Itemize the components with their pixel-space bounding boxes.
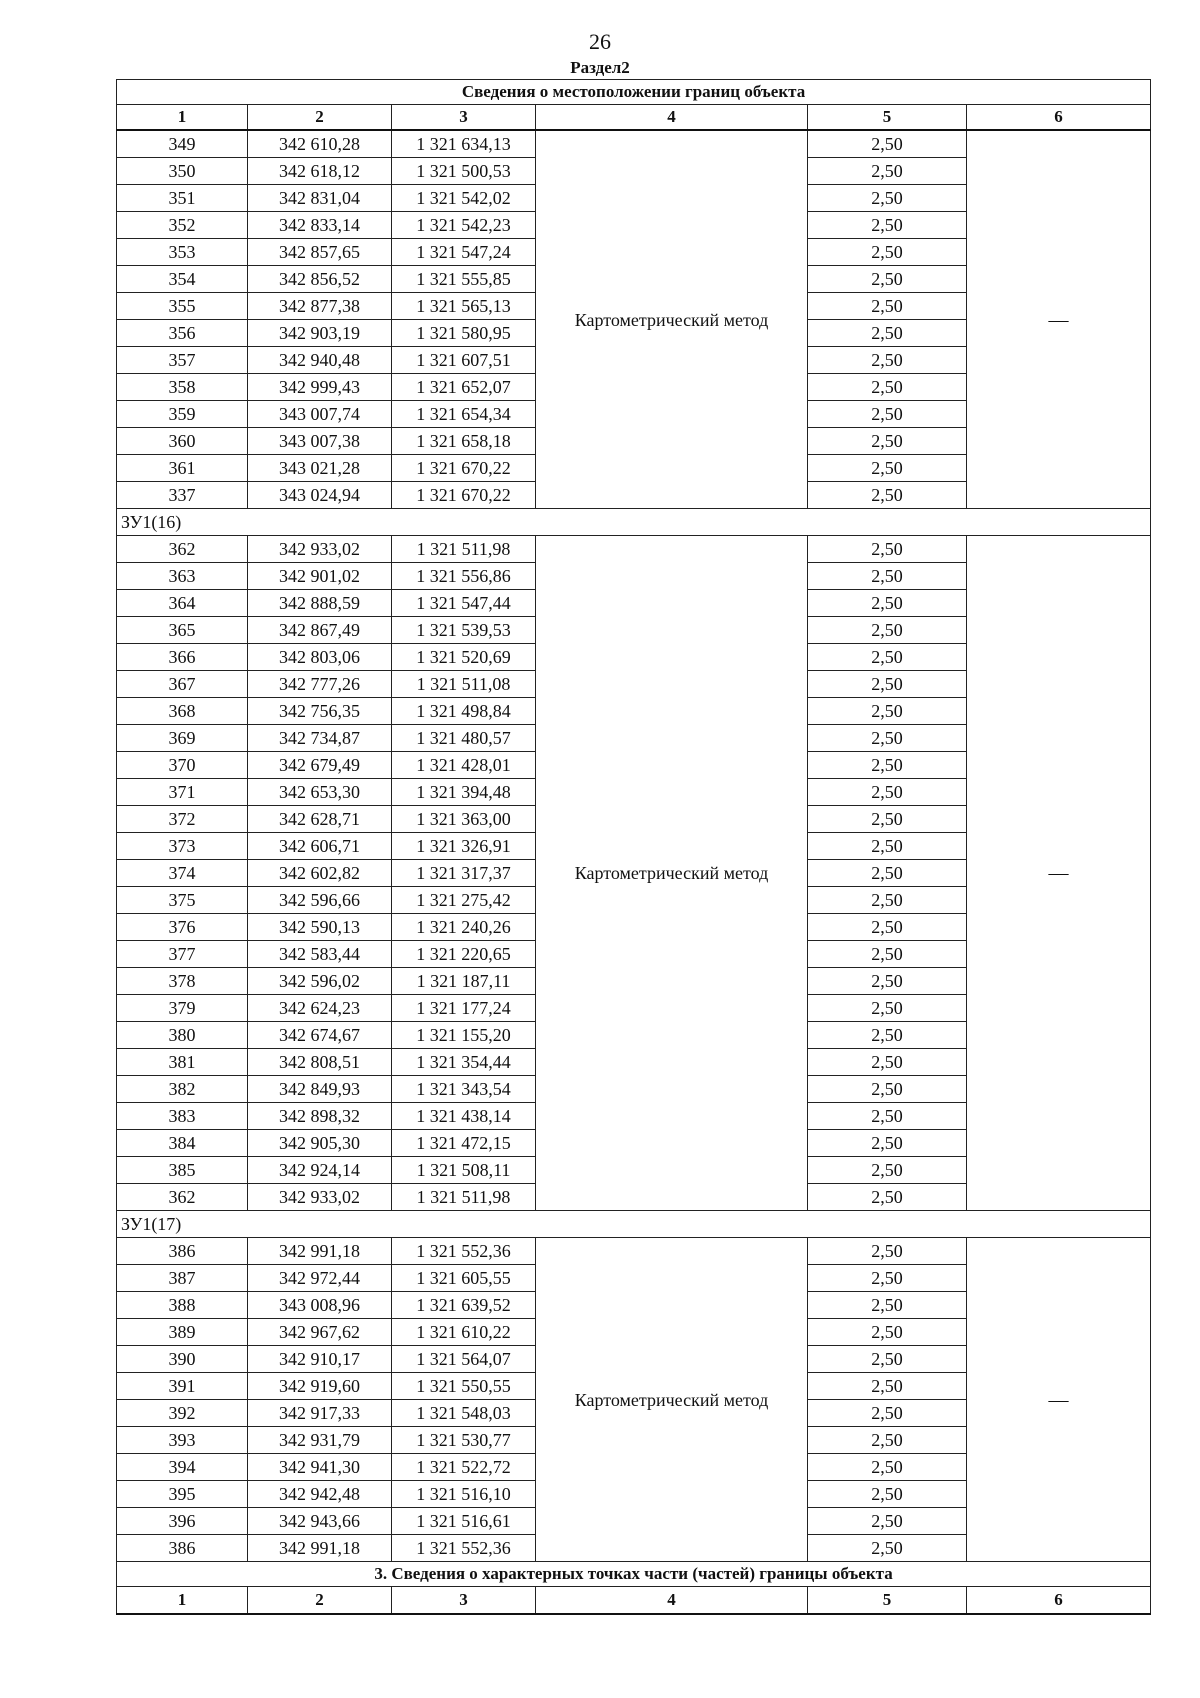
x-coordinate-cell: 342 919,60 [248,1373,392,1400]
accuracy-cell: 2,50 [808,1292,967,1319]
x-coordinate-cell: 342 583,44 [248,941,392,968]
point-number-cell: 355 [117,293,248,320]
point-number-cell: 360 [117,428,248,455]
accuracy-cell: 2,50 [808,617,967,644]
accuracy-cell: 2,50 [808,914,967,941]
x-coordinate-cell: 342 999,43 [248,374,392,401]
point-number-cell: 386 [117,1535,248,1562]
point-number-cell: 357 [117,347,248,374]
group-label: ЗУ1(17) [117,1211,1151,1238]
x-coordinate-cell: 342 606,71 [248,833,392,860]
y-coordinate-cell: 1 321 552,36 [392,1535,536,1562]
y-coordinate-cell: 1 321 500,53 [392,158,536,185]
x-coordinate-cell: 343 007,74 [248,401,392,428]
point-number-cell: 358 [117,374,248,401]
y-coordinate-cell: 1 321 428,01 [392,752,536,779]
x-coordinate-cell: 342 856,52 [248,266,392,293]
point-number-cell: 369 [117,725,248,752]
y-coordinate-cell: 1 321 498,84 [392,698,536,725]
point-number-cell: 393 [117,1427,248,1454]
x-coordinate-cell: 342 849,93 [248,1076,392,1103]
accuracy-cell: 2,50 [808,887,967,914]
y-coordinate-cell: 1 321 547,24 [392,239,536,266]
column-header: 5 [808,105,967,131]
point-number-cell: 382 [117,1076,248,1103]
accuracy-cell: 2,50 [808,1022,967,1049]
accuracy-cell: 2,50 [808,779,967,806]
x-coordinate-cell: 342 898,32 [248,1103,392,1130]
point-number-cell: 352 [117,212,248,239]
accuracy-cell: 2,50 [808,725,967,752]
point-number-cell: 376 [117,914,248,941]
accuracy-cell: 2,50 [808,455,967,482]
point-number-cell: 396 [117,1508,248,1535]
y-coordinate-cell: 1 321 565,13 [392,293,536,320]
point-number-cell: 363 [117,563,248,590]
x-coordinate-cell: 342 888,59 [248,590,392,617]
group-label-row [117,509,1151,536]
point-number-cell: 380 [117,1022,248,1049]
column-header: 3 [392,1587,536,1615]
x-coordinate-cell: 342 624,23 [248,995,392,1022]
point-number-cell: 359 [117,401,248,428]
table-caption-row [117,80,1151,105]
accuracy-cell: 2,50 [808,644,967,671]
accuracy-cell: 2,50 [808,1265,967,1292]
y-coordinate-cell: 1 321 516,10 [392,1481,536,1508]
accuracy-cell: 2,50 [808,1454,967,1481]
y-coordinate-cell: 1 321 530,77 [392,1427,536,1454]
y-coordinate-cell: 1 321 564,07 [392,1346,536,1373]
accuracy-cell: 2,50 [808,860,967,887]
accuracy-cell: 2,50 [808,590,967,617]
y-coordinate-cell: 1 321 155,20 [392,1022,536,1049]
y-coordinate-cell: 1 321 363,00 [392,806,536,833]
x-coordinate-cell: 342 808,51 [248,1049,392,1076]
point-number-cell: 389 [117,1319,248,1346]
y-coordinate-cell: 1 321 522,72 [392,1454,536,1481]
accuracy-cell: 2,50 [808,158,967,185]
x-coordinate-cell: 343 021,28 [248,455,392,482]
x-coordinate-cell: 342 933,02 [248,536,392,563]
x-coordinate-cell: 343 024,94 [248,482,392,509]
point-number-cell: 361 [117,455,248,482]
x-coordinate-cell: 342 596,66 [248,887,392,914]
accuracy-cell: 2,50 [808,1049,967,1076]
x-coordinate-cell: 342 903,19 [248,320,392,347]
y-coordinate-cell: 1 321 605,55 [392,1265,536,1292]
y-coordinate-cell: 1 321 275,42 [392,887,536,914]
x-coordinate-cell: 342 991,18 [248,1535,392,1562]
y-coordinate-cell: 1 321 556,86 [392,563,536,590]
accuracy-cell: 2,50 [808,833,967,860]
y-coordinate-cell: 1 321 610,22 [392,1319,536,1346]
x-coordinate-cell: 342 943,66 [248,1508,392,1535]
accuracy-cell: 2,50 [808,293,967,320]
y-coordinate-cell: 1 321 508,11 [392,1157,536,1184]
point-number-cell: 372 [117,806,248,833]
table-row [117,536,1151,563]
y-coordinate-cell: 1 321 658,18 [392,428,536,455]
accuracy-cell: 2,50 [808,1481,967,1508]
x-coordinate-cell: 342 972,44 [248,1265,392,1292]
x-coordinate-cell: 342 590,13 [248,914,392,941]
point-number-cell: 387 [117,1265,248,1292]
accuracy-cell: 2,50 [808,1427,967,1454]
point-number-cell: 337 [117,482,248,509]
accuracy-cell: 2,50 [808,995,967,1022]
x-coordinate-cell: 342 867,49 [248,617,392,644]
page-number: 26 [589,29,611,54]
column-header-row [117,105,1151,131]
x-coordinate-cell: 342 628,71 [248,806,392,833]
x-coordinate-cell: 342 901,02 [248,563,392,590]
section3-caption: 3. Сведения о характерных точках части (частей) границы объекта [117,1562,1151,1587]
accuracy-cell: 2,50 [808,482,967,509]
note-cell: — [967,1238,1151,1562]
accuracy-cell: 2,50 [808,752,967,779]
accuracy-cell: 2,50 [808,130,967,158]
y-coordinate-cell: 1 321 542,23 [392,212,536,239]
point-number-cell: 373 [117,833,248,860]
column-header: 2 [248,105,392,131]
method-cell: Картометрический метод [536,536,808,1211]
y-coordinate-cell: 1 321 548,03 [392,1400,536,1427]
x-coordinate-cell: 342 857,65 [248,239,392,266]
accuracy-cell: 2,50 [808,1508,967,1535]
column-header: 6 [967,105,1151,131]
x-coordinate-cell: 342 910,17 [248,1346,392,1373]
y-coordinate-cell: 1 321 511,98 [392,1184,536,1211]
y-coordinate-cell: 1 321 639,52 [392,1292,536,1319]
column-header: 5 [808,1587,967,1615]
accuracy-cell: 2,50 [808,1319,967,1346]
point-number-cell: 350 [117,158,248,185]
accuracy-cell: 2,50 [808,563,967,590]
section3-caption-row [117,1562,1151,1587]
y-coordinate-cell: 1 321 317,37 [392,860,536,887]
point-number-cell: 375 [117,887,248,914]
column-header: 4 [536,105,808,131]
accuracy-cell: 2,50 [808,1238,967,1265]
group-label-row [117,1211,1151,1238]
accuracy-cell: 2,50 [808,806,967,833]
accuracy-cell: 2,50 [808,698,967,725]
accuracy-cell: 2,50 [808,212,967,239]
x-coordinate-cell: 342 734,87 [248,725,392,752]
column-header: 6 [967,1587,1151,1615]
x-coordinate-cell: 342 905,30 [248,1130,392,1157]
point-number-cell: 383 [117,1103,248,1130]
y-coordinate-cell: 1 321 670,22 [392,455,536,482]
y-coordinate-cell: 1 321 480,57 [392,725,536,752]
accuracy-cell: 2,50 [808,1157,967,1184]
x-coordinate-cell: 343 008,96 [248,1292,392,1319]
y-coordinate-cell: 1 321 516,61 [392,1508,536,1535]
y-coordinate-cell: 1 321 511,98 [392,536,536,563]
group-label: ЗУ1(16) [117,509,1151,536]
section-label: Раздел2 [570,58,630,77]
x-coordinate-cell: 342 674,67 [248,1022,392,1049]
x-coordinate-cell: 342 596,02 [248,968,392,995]
point-number-cell: 384 [117,1130,248,1157]
accuracy-cell: 2,50 [808,1373,967,1400]
x-coordinate-cell: 342 831,04 [248,185,392,212]
x-coordinate-cell: 342 602,82 [248,860,392,887]
accuracy-cell: 2,50 [808,1130,967,1157]
x-coordinate-cell: 342 803,06 [248,644,392,671]
point-number-cell: 362 [117,536,248,563]
accuracy-cell: 2,50 [808,1346,967,1373]
table-row [117,130,1151,158]
y-coordinate-cell: 1 321 240,26 [392,914,536,941]
point-number-cell: 385 [117,1157,248,1184]
y-coordinate-cell: 1 321 343,54 [392,1076,536,1103]
accuracy-cell: 2,50 [808,1103,967,1130]
point-number-cell: 395 [117,1481,248,1508]
point-number-cell: 349 [117,130,248,158]
y-coordinate-cell: 1 321 580,95 [392,320,536,347]
point-number-cell: 368 [117,698,248,725]
point-number-cell: 365 [117,617,248,644]
y-coordinate-cell: 1 321 634,13 [392,130,536,158]
note-cell: — [967,130,1151,509]
y-coordinate-cell: 1 321 520,69 [392,644,536,671]
point-number-cell: 362 [117,1184,248,1211]
point-number-cell: 388 [117,1292,248,1319]
accuracy-cell: 2,50 [808,401,967,428]
accuracy-cell: 2,50 [808,266,967,293]
x-coordinate-cell: 342 967,62 [248,1319,392,1346]
x-coordinate-cell: 342 679,49 [248,752,392,779]
accuracy-cell: 2,50 [808,1400,967,1427]
point-number-cell: 370 [117,752,248,779]
y-coordinate-cell: 1 321 394,48 [392,779,536,806]
point-number-cell: 371 [117,779,248,806]
point-number-cell: 364 [117,590,248,617]
x-coordinate-cell: 343 007,38 [248,428,392,455]
y-coordinate-cell: 1 321 552,36 [392,1238,536,1265]
x-coordinate-cell: 342 933,02 [248,1184,392,1211]
y-coordinate-cell: 1 321 652,07 [392,374,536,401]
x-coordinate-cell: 342 941,30 [248,1454,392,1481]
column-header: 1 [117,1587,248,1615]
method-cell: Картометрический метод [536,130,808,509]
y-coordinate-cell: 1 321 550,55 [392,1373,536,1400]
note-cell: — [967,536,1151,1211]
method-cell: Картометрический метод [536,1238,808,1562]
y-coordinate-cell: 1 321 220,65 [392,941,536,968]
point-number-cell: 390 [117,1346,248,1373]
y-coordinate-cell: 1 321 326,91 [392,833,536,860]
point-number-cell: 366 [117,644,248,671]
table-row [117,1238,1151,1265]
y-coordinate-cell: 1 321 670,22 [392,482,536,509]
accuracy-cell: 2,50 [808,428,967,455]
x-coordinate-cell: 342 653,30 [248,779,392,806]
x-coordinate-cell: 342 833,14 [248,212,392,239]
x-coordinate-cell: 342 924,14 [248,1157,392,1184]
point-number-cell: 367 [117,671,248,698]
y-coordinate-cell: 1 321 354,44 [392,1049,536,1076]
point-number-cell: 381 [117,1049,248,1076]
accuracy-cell: 2,50 [808,941,967,968]
y-coordinate-cell: 1 321 607,51 [392,347,536,374]
accuracy-cell: 2,50 [808,239,967,266]
accuracy-cell: 2,50 [808,320,967,347]
table-caption: Сведения о местоположении границ объекта [117,80,1151,105]
y-coordinate-cell: 1 321 555,85 [392,266,536,293]
accuracy-cell: 2,50 [808,1076,967,1103]
y-coordinate-cell: 1 321 177,24 [392,995,536,1022]
accuracy-cell: 2,50 [808,1184,967,1211]
accuracy-cell: 2,50 [808,347,967,374]
x-coordinate-cell: 342 756,35 [248,698,392,725]
column-header: 2 [248,1587,392,1615]
point-number-cell: 394 [117,1454,248,1481]
y-coordinate-cell: 1 321 547,44 [392,590,536,617]
y-coordinate-cell: 1 321 187,11 [392,968,536,995]
point-number-cell: 351 [117,185,248,212]
accuracy-cell: 2,50 [808,671,967,698]
point-number-cell: 379 [117,995,248,1022]
x-coordinate-cell: 342 877,38 [248,293,392,320]
point-number-cell: 356 [117,320,248,347]
point-number-cell: 391 [117,1373,248,1400]
point-number-cell: 354 [117,266,248,293]
accuracy-cell: 2,50 [808,374,967,401]
y-coordinate-cell: 1 321 654,34 [392,401,536,428]
y-coordinate-cell: 1 321 472,15 [392,1130,536,1157]
point-number-cell: 377 [117,941,248,968]
x-coordinate-cell: 342 940,48 [248,347,392,374]
column-header: 3 [392,105,536,131]
y-coordinate-cell: 1 321 542,02 [392,185,536,212]
accuracy-cell: 2,50 [808,968,967,995]
x-coordinate-cell: 342 777,26 [248,671,392,698]
x-coordinate-cell: 342 610,28 [248,130,392,158]
accuracy-cell: 2,50 [808,185,967,212]
section3-header-row [117,1587,1151,1615]
boundary-coordinates-table [116,79,1151,1615]
x-coordinate-cell: 342 942,48 [248,1481,392,1508]
point-number-cell: 378 [117,968,248,995]
y-coordinate-cell: 1 321 539,53 [392,617,536,644]
accuracy-cell: 2,50 [808,536,967,563]
point-number-cell: 392 [117,1400,248,1427]
point-number-cell: 374 [117,860,248,887]
x-coordinate-cell: 342 917,33 [248,1400,392,1427]
x-coordinate-cell: 342 991,18 [248,1238,392,1265]
column-header: 1 [117,105,248,131]
y-coordinate-cell: 1 321 511,08 [392,671,536,698]
x-coordinate-cell: 342 618,12 [248,158,392,185]
x-coordinate-cell: 342 931,79 [248,1427,392,1454]
point-number-cell: 353 [117,239,248,266]
point-number-cell: 386 [117,1238,248,1265]
column-header: 4 [536,1587,808,1615]
accuracy-cell: 2,50 [808,1535,967,1562]
y-coordinate-cell: 1 321 438,14 [392,1103,536,1130]
